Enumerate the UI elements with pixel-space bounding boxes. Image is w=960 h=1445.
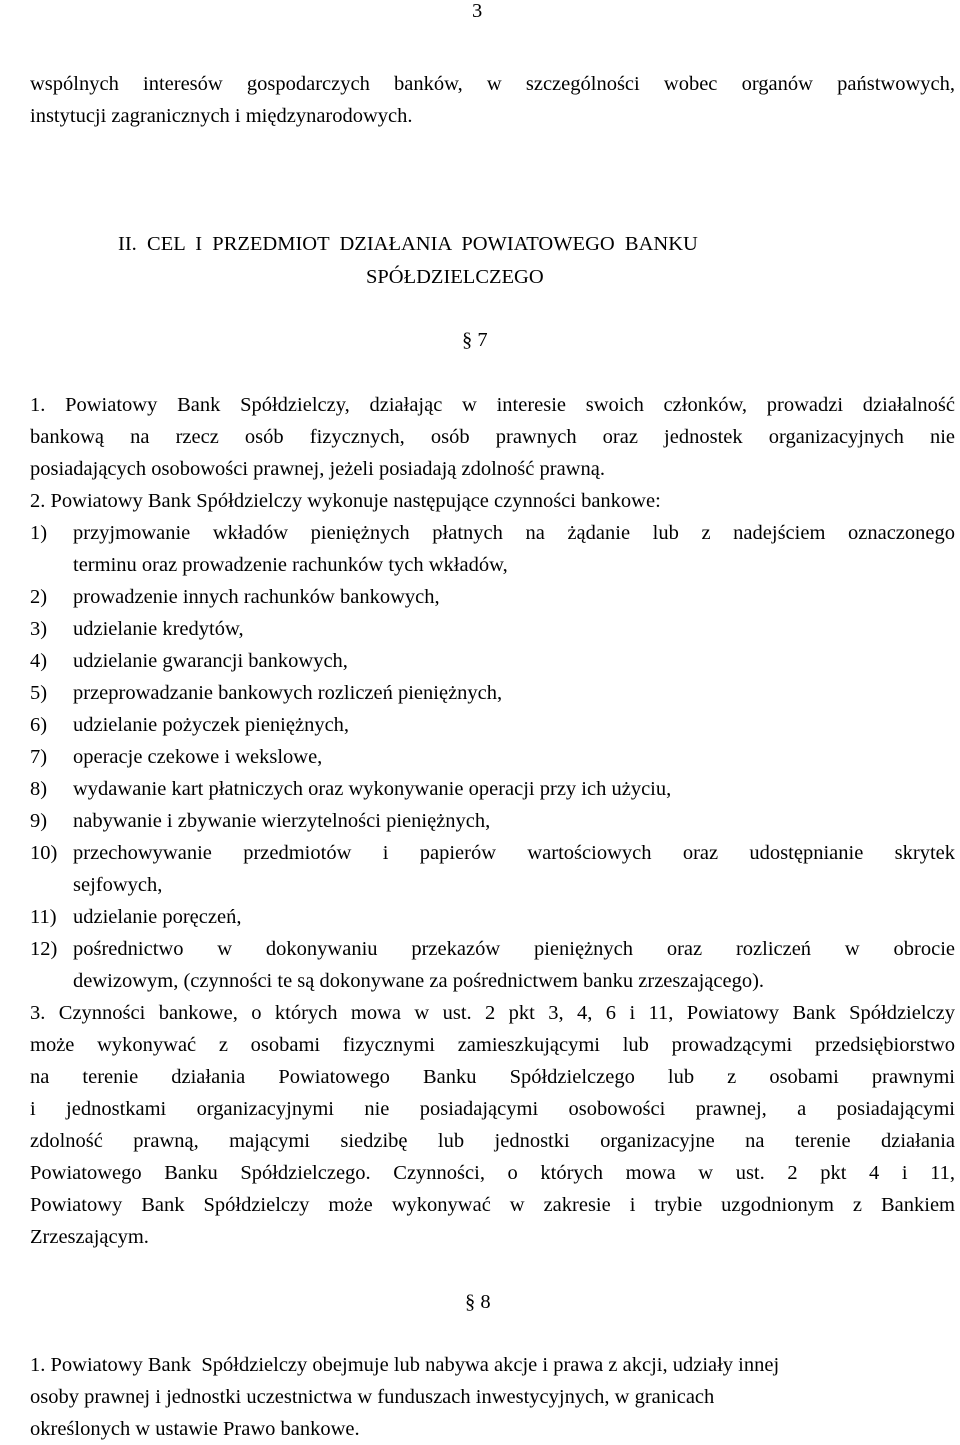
list-item-text: udzielanie kredytów, [73, 618, 244, 640]
list-item-text: przechowywanie przedmiotów i papierów wartościowych oraz udostępnianie skrytek [73, 842, 955, 864]
list-item-number: 7) [30, 746, 48, 768]
list-item-text: dewizowym, (czynności te są dokonywane za pośrednictwem banku zrzeszającego). [73, 970, 765, 992]
list-item-text: udzielanie poręczeń, [73, 906, 242, 928]
paragraph-line: może wykonywać z osobami fizycznymi zamieszkującymi lub prowadzącymi przedsiębiorstwo [30, 1034, 955, 1056]
paragraph-line: 3. Czynności bankowe, o których mowa w ust. 2 pkt 3, 4, 6 i 11, Powiatowy Bank Spółdzielczy [30, 1002, 955, 1024]
intro-line: instytucji zagranicznych i międzynarodowych. [30, 105, 413, 127]
list-item-number: 10) [30, 842, 58, 864]
page-number: 3 [472, 0, 483, 22]
paragraph-line: na terenie działania Powiatowego Banku Spółdzielczego lub z osobami prawnymi [30, 1066, 955, 1088]
list-item-text: pośrednictwo w dokonywaniu przekazów pieniężnych oraz rozliczeń w obrocie [73, 938, 955, 960]
list-item-number: 8) [30, 778, 48, 800]
paragraph-line: bankową na rzecz osób fizycznych, osób prawnych oraz jednostek organizacyjnych nie [30, 426, 955, 448]
list-item-number: 11) [30, 906, 57, 928]
chapter-title-line: SPÓŁDZIELCZEGO [366, 266, 544, 288]
paragraph-line: Zrzeszającym. [30, 1226, 149, 1248]
paragraph-intro: 2. Powiatowy Bank Spółdzielczy wykonuje następujące czynności bankowe: [30, 490, 661, 512]
paragraph-line: Powiatowego Banku Spółdzielczego. Czynności, o których mowa w ust. 2 pkt 4 i 11, [30, 1162, 955, 1184]
list-item-number: 1) [30, 522, 48, 544]
list-item-number: 5) [30, 682, 48, 704]
list-item-number: 6) [30, 714, 48, 736]
list-item-text: udzielanie pożyczek pieniężnych, [73, 714, 350, 736]
list-item-text: nabywanie i zbywanie wierzytelności pieniężnych, [73, 810, 491, 832]
paragraph-line: Powiatowy Bank Spółdzielczy może wykonywać w zakresie i trybie uzgodnionym z Bankiem [30, 1194, 955, 1216]
paragraph-line: określonych w ustawie Prawo bankowe. [30, 1418, 360, 1440]
paragraph-line: 1. Powiatowy Bank Spółdzielczy obejmuje lub nabywa akcje i prawa z akcji, udziały innej [30, 1354, 780, 1376]
list-item-number: 9) [30, 810, 48, 832]
list-item-text: sejfowych, [73, 874, 163, 896]
chapter-title-line: II. CEL I PRZEDMIOT DZIAŁANIA POWIATOWEGO BANKU [118, 233, 698, 255]
paragraph-line: osoby prawnej i jednostki uczestnictwa w funduszach inwestycyjnych, w granicach [30, 1386, 715, 1408]
section-mark: § 7 [462, 329, 488, 351]
intro-line: wspólnych interesów gospodarczych banków, w szczególności wobec organów państwowych, [30, 73, 955, 95]
paragraph-line: 1. Powiatowy Bank Spółdzielczy, działając w interesie swoich członków, prowadzi działalność [30, 394, 955, 416]
list-item-text: udzielanie gwarancji bankowych, [73, 650, 348, 672]
list-item-text: terminu oraz prowadzenie rachunków tych wkładów, [73, 554, 508, 576]
list-item-number: 12) [30, 938, 58, 960]
list-item-text: wydawanie kart płatniczych oraz wykonywanie operacji przy ich użyciu, [73, 778, 672, 800]
list-item-text: przyjmowanie wkładów pieniężnych płatnych na żądanie lub z nadejściem oznaczonego [73, 522, 955, 544]
section-mark: § 8 [465, 1291, 491, 1313]
list-item-number: 2) [30, 586, 48, 608]
list-item-text: prowadzenie innych rachunków bankowych, [73, 586, 440, 608]
list-item-text: operacje czekowe i wekslowe, [73, 746, 323, 768]
list-item-number: 4) [30, 650, 48, 672]
paragraph-line: posiadających osobowości prawnej, jeżeli posiadają zdolność prawną. [30, 458, 605, 480]
list-item-text: przeprowadzanie bankowych rozliczeń pieniężnych, [73, 682, 503, 704]
list-item-number: 3) [30, 618, 48, 640]
paragraph-line: i jednostkami organizacyjnymi nie posiadającymi osobowości prawnej, a posiadającymi [30, 1098, 955, 1120]
paragraph-line: zdolność prawną, mającymi siedzibę lub jednostki organizacyjne na terenie działania [30, 1130, 955, 1152]
